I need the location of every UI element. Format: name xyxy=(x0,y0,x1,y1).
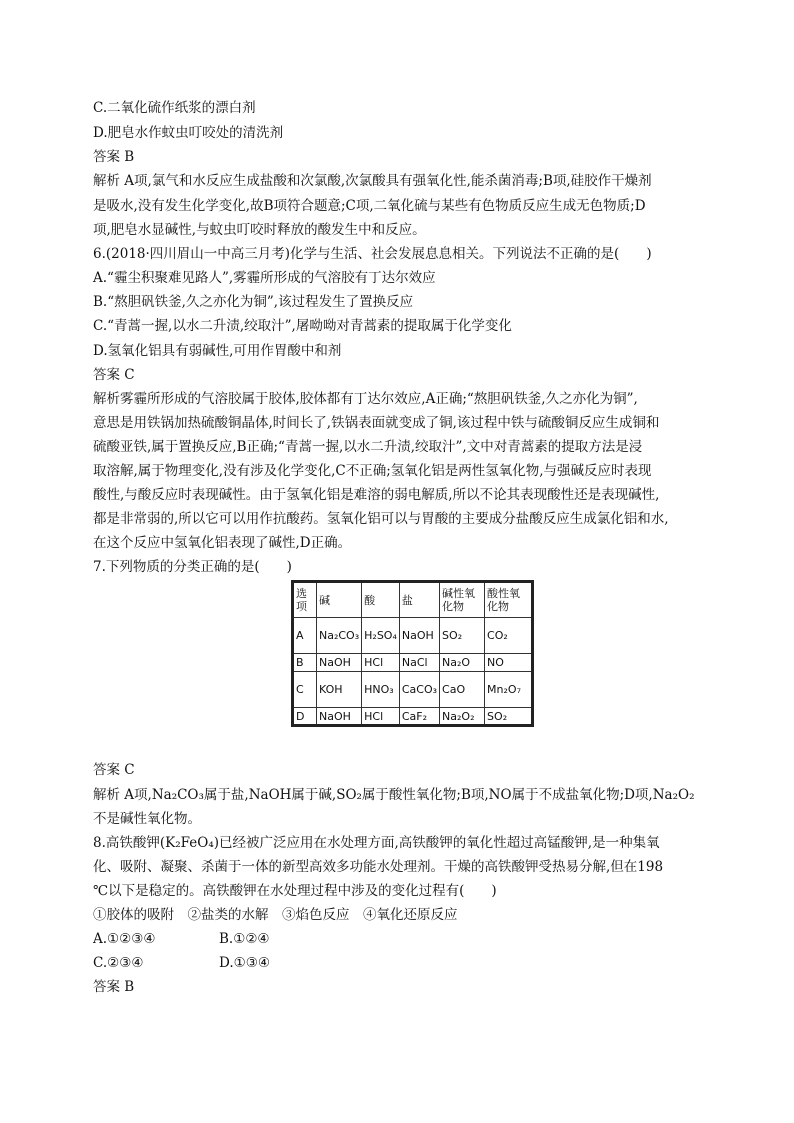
table-header-cell: 选项 xyxy=(293,582,317,618)
table-cell: Na₂CO₃ xyxy=(317,618,362,654)
option-b: B.①②④ xyxy=(219,931,270,947)
line: 化、吸附、凝聚、杀菌于一体的新型高效多功能水处理剂。干燥的高铁酸钾受热易分解,但在198 xyxy=(93,859,664,875)
option-c: C.“青蒿一握,以水二升渍,绞取汁”,屠呦呦对青蒿素的提取属于化学变化 xyxy=(93,318,512,334)
table-cell: NaOH xyxy=(317,708,362,726)
table-cell: NaCl xyxy=(399,654,439,672)
table-cell: CO₂ xyxy=(485,618,533,654)
line: 意思是用铁锅加热硫酸铜晶体,时间长了,铁锅表面就变成了铜,该过程中铁与硫酸铜反应生成铜和 xyxy=(93,415,660,431)
answer: 答案 B xyxy=(93,149,135,165)
table-cell: HNO₃ xyxy=(362,672,400,708)
table-cell: CaO xyxy=(440,672,485,708)
option-d: D.氢氧化铝具有弱碱性,可用作胃酸中和剂 xyxy=(93,343,342,359)
answer: 答案 C xyxy=(93,367,135,383)
table-cell: NaOH xyxy=(399,618,439,654)
question-6: 6.(2018·四川眉山一中高三月考)化学与生活、社会发展息息相关。下列说法不正确的是( ) xyxy=(93,246,652,262)
table-header-cell: 酸性氧化物 xyxy=(485,582,533,618)
line: 是吸水,没有发生化学变化,故B项符合题意;C项,二氧化硫与某些有色物质反应生成无色物质;D xyxy=(93,198,646,214)
question-7: 7.下列物质的分类正确的是( ) xyxy=(93,559,292,575)
line: 项,肥皂水显碱性,与蚊虫叮咬时释放的酸发生中和反应。 xyxy=(93,222,426,238)
table-header-row xyxy=(293,582,533,618)
table-cell: HCl xyxy=(362,708,400,726)
table-cell: B xyxy=(293,654,317,672)
line: 解析 A项,Na₂CO₃属于盐,NaOH属于碱,SO₂属于酸性氧化物;B项,NO属于不成盐氧化物;D项,Na₂O₂ xyxy=(93,787,695,803)
table-cell: HCl xyxy=(362,654,400,672)
option-d: D.①③④ xyxy=(219,955,270,971)
line: 都是非常弱的,所以它可以用作抗酸药。氢氧化铝可以与胃酸的主要成分盐酸反应生成氯化铝和水, xyxy=(93,511,669,527)
table-row xyxy=(293,672,533,708)
table-cell: H₂SO₄ xyxy=(362,618,400,654)
option-c: C.②③④ xyxy=(93,955,144,971)
table-header-cell: 碱性氧化物 xyxy=(440,582,485,618)
table-cell: D xyxy=(293,708,317,726)
line: 解析 A项,氯气和水反应生成盐酸和次氯酸,次氯酸具有强氧化性,能杀菌消毒;B项,硅胶作干燥剂 xyxy=(93,173,652,189)
option-a: A.①②③④ xyxy=(93,931,156,947)
table-cell: Na₂O xyxy=(440,654,485,672)
line: 硫酸亚铁,属于置换反应,B正确;“青蒿一握,以水二升渍,绞取汁”,文中对青蒿素的提取方法是浸 xyxy=(93,439,643,455)
line: D.肥皂水作蚊虫叮咬处的清洗剂 xyxy=(93,125,284,141)
option-a: A.“霾尘积聚难见路人”,雾霾所形成的气溶胶有丁达尔效应 xyxy=(93,270,436,286)
line: C.二氧化硫作纸浆的漂白剂 xyxy=(93,100,256,116)
classification-table xyxy=(291,580,534,727)
table-cell: Na₂O₂ xyxy=(440,708,485,726)
line: 在这个反应中氢氧化铝表现了碱性,D正确。 xyxy=(93,535,352,551)
line: 不是碱性氧化物。 xyxy=(93,811,201,827)
line: 解析雾霾所形成的气溶胶属于胶体,胶体都有丁达尔效应,A正确;“熬胆矾铁釜,久之亦化为铜”, xyxy=(93,391,638,407)
table-cell: SO₂ xyxy=(440,618,485,654)
question-8: 8.高铁酸钾(K₂FeO₄)已经被广泛应用在水处理方面,高铁酸钾的氧化性超过高锰酸钾,是一种集氧 xyxy=(93,835,660,851)
table-cell: KOH xyxy=(317,672,362,708)
table-cell: Mn₂O₇ xyxy=(485,672,533,708)
table-cell: CaCO₃ xyxy=(399,672,439,708)
table-cell: C xyxy=(293,672,317,708)
line: 酸性,与酸反应时表现碱性。由于氢氧化铝是难溶的弱电解质,所以不论其表现酸性还是表现碱性, xyxy=(93,487,660,503)
option-b: B.“熬胆矾铁釜,久之亦化为铜”,该过程发生了置换反应 xyxy=(93,294,414,310)
line: ①胶体的吸附 ②盐类的水解 ③焰色反应 ④氧化还原反应 xyxy=(93,907,458,923)
answer: 答案 C xyxy=(93,762,135,778)
table-row xyxy=(293,708,533,726)
table-cell: NaOH xyxy=(317,654,362,672)
table-cell: SO₂ xyxy=(485,708,533,726)
answer: 答案 B xyxy=(93,979,135,995)
table-cell: NO xyxy=(485,654,533,672)
table-cell: CaF₂ xyxy=(399,708,439,726)
line: 取溶解,属于物理变化,没有涉及化学变化,C不正确;氢氧化铝是两性氢氧化物,与强碱反应时表现 xyxy=(93,463,652,479)
table-row xyxy=(293,654,533,672)
table-header-cell: 盐 xyxy=(399,582,439,618)
table-row xyxy=(293,618,533,654)
table-header-cell: 酸 xyxy=(362,582,400,618)
table-cell: A xyxy=(293,618,317,654)
table-header-cell: 碱 xyxy=(317,582,362,618)
line: ℃以下是稳定的。高铁酸钾在水处理过程中涉及的变化过程有( ) xyxy=(93,883,497,899)
